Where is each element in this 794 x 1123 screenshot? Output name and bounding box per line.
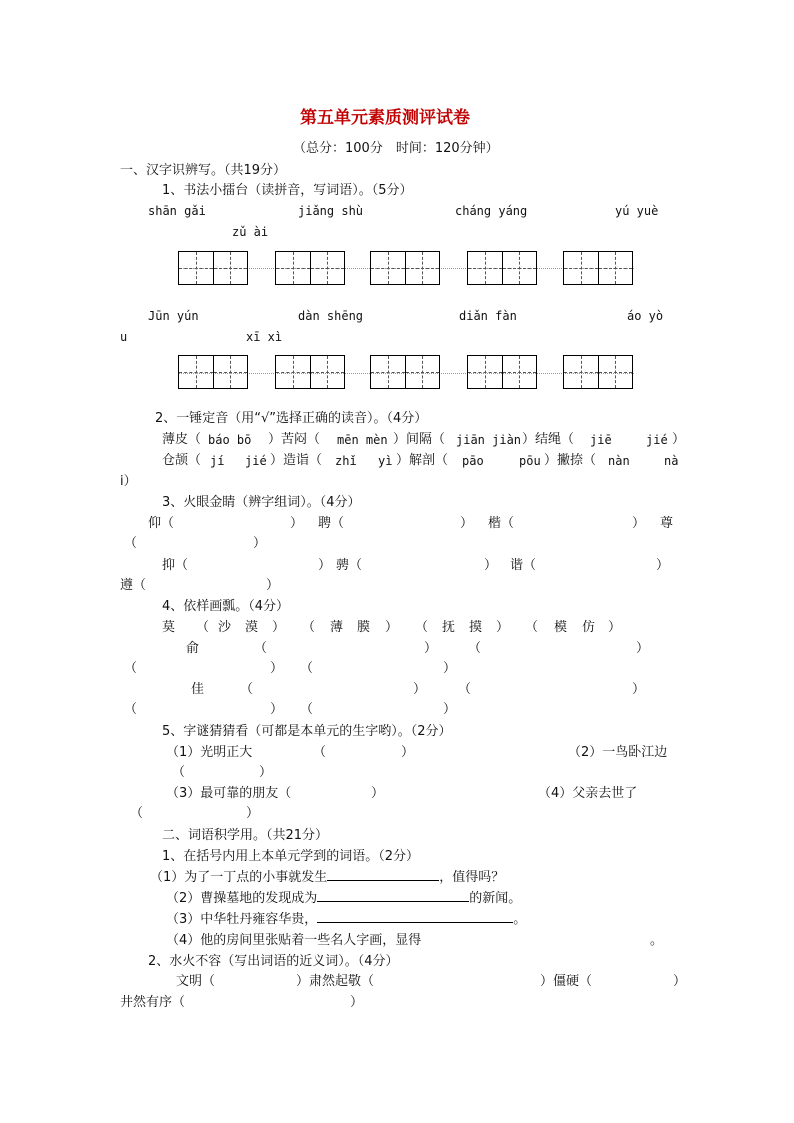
q4-char: 佳 xyxy=(191,682,205,697)
sentence-text: 的新闻。 xyxy=(469,891,522,906)
q3-text: 楷（ xyxy=(488,516,515,531)
pinyin-label: áo yò xyxy=(627,309,664,323)
q3-text: ） xyxy=(266,578,280,593)
synonym-item: 文明（ xyxy=(176,974,216,989)
riddle-paren: （ xyxy=(313,745,327,760)
writing-grid[interactable] xyxy=(467,251,537,285)
pinyin-label: jiǎng shù xyxy=(298,204,364,218)
q1-title: 1、书法小擂台（读拼音，写词语）。（5分） xyxy=(162,183,413,198)
pinyin-option: pōu xyxy=(519,454,541,468)
page-title: 第五单元素质测评试卷 xyxy=(300,108,470,128)
q4-example: 仿 xyxy=(582,620,596,635)
q4-example: 膜 xyxy=(357,620,371,635)
riddle-3: （3）最可靠的朋友（ xyxy=(166,786,292,801)
q2-line1-text: ）苦闷（ xyxy=(268,432,321,447)
pinyin-label: diǎn fàn xyxy=(459,309,517,323)
pinyin-option: yì xyxy=(378,454,393,468)
pinyin-label: yú yuè xyxy=(615,204,659,218)
riddle-paren: ） xyxy=(259,765,273,780)
writing-grid[interactable] xyxy=(275,251,345,285)
q4-example: ） xyxy=(496,620,510,635)
q4-paren: ） xyxy=(424,641,438,656)
synonym-item: ）肃然起敬（ xyxy=(296,974,375,989)
q2-line2-text: ）撇捺（ xyxy=(544,453,597,468)
synonym-item: ）僵硬（ xyxy=(540,974,593,989)
q4-example: 莫 xyxy=(162,620,176,635)
q4-example: ） xyxy=(608,620,622,635)
q4-example: ） xyxy=(385,620,399,635)
q3-text: （ xyxy=(124,536,138,551)
q3-text: ） xyxy=(318,558,332,573)
q2-line2-wrap: i） xyxy=(120,474,137,489)
q4-example: 漠 xyxy=(245,620,259,635)
q3-title: 3、火眼金睛（辨字组词）。（4分） xyxy=(162,495,361,510)
writing-grid[interactable] xyxy=(370,251,440,285)
writing-grid[interactable] xyxy=(467,355,537,389)
pinyin-option: nà xyxy=(664,454,679,468)
q4-example: （ xyxy=(415,620,429,635)
q4-example: （ xyxy=(302,620,316,635)
answer-blank[interactable] xyxy=(317,921,513,923)
q2-title: 2、一锤定音（用“√”选择正确的读音）。（4分） xyxy=(155,411,428,426)
q4-paren: ） xyxy=(443,702,457,717)
pinyin-option: jié xyxy=(245,454,267,468)
q3-text: 仰（ xyxy=(148,516,175,531)
q2-line1-text: ） xyxy=(672,432,686,447)
q4-paren: ） xyxy=(632,682,646,697)
sentence-text: （2）曹操墓地的发现成为 xyxy=(166,891,318,906)
q3-text: 谐（ xyxy=(510,558,537,573)
pinyin-option: jiē xyxy=(590,433,612,447)
q3-text: 骋（ xyxy=(336,558,363,573)
riddle-4: （4）父亲去世了 xyxy=(538,786,638,801)
q4-example: 沙 xyxy=(218,620,232,635)
section1-heading: 一、汉字识辨写。（共19分） xyxy=(120,163,287,178)
q4-paren: （ xyxy=(458,682,472,697)
pinyin-option: pāo xyxy=(462,454,484,468)
sentence-text: ，值得吗？ xyxy=(439,870,505,885)
q3-text: 尊 xyxy=(660,516,674,531)
pinyin-label: u xyxy=(120,330,128,344)
sentence-text: （3）中华牡丹雍容华贵， xyxy=(166,912,318,927)
q3-text: ） xyxy=(290,516,304,531)
q3-text: 抑（ xyxy=(162,558,189,573)
riddle-paren: ） xyxy=(246,806,260,821)
pinyin-option: zhǐ xyxy=(335,454,357,468)
q4-paren: （ xyxy=(124,661,138,676)
riddle-paren: ） xyxy=(401,745,415,760)
pinyin-label: shān gǎi xyxy=(148,204,206,218)
q5-title: 5、字谜猜猜看（可都是本单元的生字哟）。（2分） xyxy=(162,724,452,739)
q4-paren: （ xyxy=(254,641,268,656)
section2-heading: 二、词语积学用。（共21分） xyxy=(162,828,329,843)
q3-text: 遵（ xyxy=(120,578,147,593)
q4-paren: （ xyxy=(300,661,314,676)
q3-text: 聘（ xyxy=(318,516,345,531)
s2-q1-title: 1、在括号内用上本单元学到的词语。（2分） xyxy=(162,849,420,864)
q3-text: ） xyxy=(253,536,267,551)
synonym-item: ） xyxy=(673,974,687,989)
answer-blank[interactable] xyxy=(317,900,469,902)
writing-grid[interactable] xyxy=(178,251,248,285)
riddle-paren: （ xyxy=(172,765,186,780)
sentence-text: 。 xyxy=(513,912,527,927)
answer-blank[interactable] xyxy=(327,879,439,881)
pinyin-option: jí xyxy=(210,454,225,468)
pinyin-option: jié xyxy=(646,433,668,447)
pinyin-label: cháng yáng xyxy=(455,204,528,218)
pinyin-label: zǔ ài xyxy=(232,225,269,239)
fill-sentence-3 xyxy=(166,913,526,926)
synonym-item: 井然有序（ xyxy=(120,995,186,1010)
q2-line2-text: 仓颉（ xyxy=(162,453,202,468)
pinyin-option: báo bō xyxy=(208,433,252,447)
q3-text: ） xyxy=(656,558,670,573)
q3-text: ） xyxy=(632,516,646,531)
q4-example: 摸 xyxy=(469,620,483,635)
q4-example: ） xyxy=(272,620,286,635)
q4-example: 薄 xyxy=(330,620,344,635)
page-subtitle: （总分：100分 时间：120分钟） xyxy=(293,141,499,156)
q4-paren: （ xyxy=(240,682,254,697)
writing-grid[interactable] xyxy=(178,355,248,389)
q2-line1-text: ）结绳（ xyxy=(522,432,575,447)
fill-sentence-2 xyxy=(166,892,521,905)
q2-line1-text: 薄皮（ xyxy=(162,432,202,447)
synonym-item: ） xyxy=(350,995,364,1010)
riddle-1: （1）光明正大 xyxy=(166,745,253,760)
q2-line2-text: ）造诣（ xyxy=(270,453,323,468)
writing-grid[interactable] xyxy=(275,355,345,389)
q4-example: （ xyxy=(196,620,210,635)
fill-sentence-4: （4）他的房间里张贴着一些名人字画，显得 xyxy=(166,933,422,948)
q4-paren: ） xyxy=(270,702,284,717)
fill-sentence-1 xyxy=(150,871,504,884)
q4-paren: ） xyxy=(270,661,284,676)
q4-example: （ xyxy=(525,620,539,635)
writing-grid[interactable] xyxy=(563,355,633,389)
q4-title: 4、依样画瓢。（4分） xyxy=(162,599,290,614)
q4-paren: ） xyxy=(413,682,427,697)
pinyin-label: dàn shēng xyxy=(298,309,364,323)
q2-line2-text: ）解剖（ xyxy=(396,453,449,468)
q4-paren: ） xyxy=(443,661,457,676)
q3-text: ） xyxy=(484,558,498,573)
sentence-end: 。 xyxy=(650,933,664,948)
s2-q2-title: 2、水火不容（写出词语的近义词）。（4分） xyxy=(148,954,399,969)
pinyin-label: Jūn yún xyxy=(148,309,199,323)
pinyin-label: xī xì xyxy=(246,330,283,344)
q4-paren: （ xyxy=(468,641,482,656)
writing-grid[interactable] xyxy=(370,355,440,389)
pinyin-option: jiān jiàn xyxy=(456,433,522,447)
q4-example: 模 xyxy=(554,620,568,635)
q4-example: 抚 xyxy=(442,620,456,635)
q4-char: 俞 xyxy=(186,641,200,656)
q4-paren: （ xyxy=(300,702,314,717)
riddle-2: （2）一鸟卧江边 xyxy=(568,745,668,760)
riddle-paren: ） xyxy=(371,786,385,801)
riddle-paren: （ xyxy=(130,806,144,821)
q2-line1-text: ）间隔（ xyxy=(393,432,446,447)
pinyin-option: nàn xyxy=(608,454,630,468)
sentence-text: （1）为了一丁点的小事就发生 xyxy=(150,870,328,885)
q4-paren: （ xyxy=(124,702,138,717)
q3-text: ） xyxy=(460,516,474,531)
pinyin-option: mēn mèn xyxy=(337,433,388,447)
writing-grid[interactable] xyxy=(563,251,633,285)
q4-paren: ） xyxy=(636,641,650,656)
